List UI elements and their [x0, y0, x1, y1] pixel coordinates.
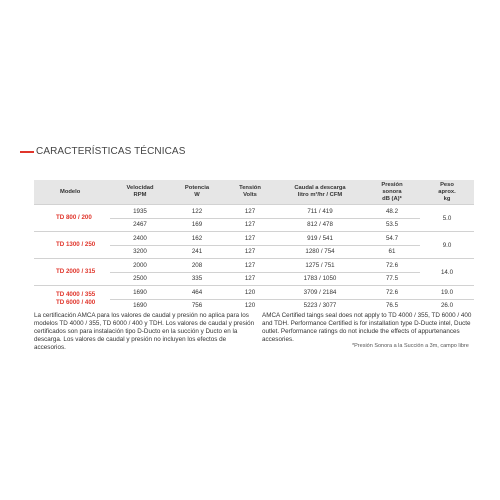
voltage-cell: 127 — [224, 232, 276, 246]
voltage-cell: 127 — [224, 218, 276, 232]
flow-cell: 711 / 419 — [276, 205, 364, 219]
weight-cell: 5.0 — [420, 205, 474, 232]
weight-cell: 14.0 — [420, 259, 474, 286]
voltage-cell: 127 — [224, 259, 276, 273]
header-model: Modelo — [34, 180, 110, 205]
sound-cell: 48.2 — [364, 205, 420, 219]
model-cell: TD 800 / 200 — [34, 205, 110, 232]
flow-cell: 1280 / 754 — [276, 245, 364, 259]
weight-cell: 26.0 — [420, 299, 474, 312]
rpm-cell: 2500 — [110, 272, 170, 286]
model-cell: TD 4000 / 355 TD 6000 / 400 — [34, 286, 110, 313]
note-english: AMCA Certified taings seal does not apply to TD 4000 / 355, TD 6000 / 400 and TDH. Performance Certified is for installation type D-Ducte intel, Ducte outlet. Performance ratings do not include the effects of appurtenances accesories. — [262, 312, 472, 343]
power-cell: 162 — [170, 232, 224, 246]
power-cell: 122 — [170, 205, 224, 219]
voltage-cell: 127 — [224, 272, 276, 286]
voltage-cell: 127 — [224, 245, 276, 259]
flow-cell: 5223 / 3077 — [276, 299, 364, 312]
power-cell: 335 — [170, 272, 224, 286]
rpm-cell: 2000 — [110, 259, 170, 273]
rpm-cell: 1690 — [110, 299, 170, 312]
sound-footnote: *Presión Sonora a la Succión a 3m, campo libre — [352, 343, 469, 349]
rpm-cell: 2467 — [110, 218, 170, 232]
weight-cell: 19.0 — [420, 286, 474, 300]
model-cell: TD 1300 / 250 — [34, 232, 110, 259]
rpm-cell: 2400 — [110, 232, 170, 246]
sound-cell: 61 — [364, 245, 420, 259]
model-cell: TD 2000 / 315 — [34, 259, 110, 286]
voltage-cell: 120 — [224, 299, 276, 312]
power-cell: 169 — [170, 218, 224, 232]
sound-cell: 54.7 — [364, 232, 420, 246]
header-voltage: Tensión Volts — [224, 180, 276, 205]
header-power: Potencia W — [170, 180, 224, 205]
voltage-cell: 120 — [224, 286, 276, 300]
table-row — [34, 259, 474, 273]
rpm-cell: 1690 — [110, 286, 170, 300]
table-row — [34, 205, 474, 219]
weight-cell: 9.0 — [420, 232, 474, 259]
sound-cell: 72.6 — [364, 259, 420, 273]
rpm-cell: 3200 — [110, 245, 170, 259]
section-heading: CARACTERÍSTICAS TÉCNICAS — [36, 146, 186, 157]
power-cell: 208 — [170, 259, 224, 273]
power-cell: 756 — [170, 299, 224, 312]
header-sound: Presión sonora dB (A)* — [364, 180, 420, 205]
table-row — [34, 286, 474, 300]
header-rpm: Velocidad RPM — [110, 180, 170, 205]
sound-cell: 53.5 — [364, 218, 420, 232]
section-heading-wrap — [20, 146, 185, 157]
flow-cell: 1275 / 751 — [276, 259, 364, 273]
header-flow: Caudal a descarga litro m³/hr / CFM — [276, 180, 364, 205]
specs-table — [34, 180, 474, 312]
specs-table-wrap — [34, 180, 474, 312]
power-cell: 241 — [170, 245, 224, 259]
note-spanish: La certificación AMCA para los valores de caudal y presión no aplica para los modelos TD 4000 / 355, TD 6000 / 400 y TDH. Los valores de caudal y presión certificados son para instalación tipo D-Ducto en la succión y Ducto en la descarga. Los valores de caudal y presión no incluyen los efectos de accesorios. — [34, 312, 255, 351]
flow-cell: 3709 / 2184 — [276, 286, 364, 300]
sound-cell: 76.5 — [364, 299, 420, 312]
power-cell: 464 — [170, 286, 224, 300]
flow-cell: 919 / 541 — [276, 232, 364, 246]
sound-cell: 77.5 — [364, 272, 420, 286]
table-header-row — [34, 180, 474, 205]
heading-accent-line — [20, 151, 34, 153]
voltage-cell: 127 — [224, 205, 276, 219]
header-weight: Peso aprox. kg — [420, 180, 474, 205]
sound-cell: 72.6 — [364, 286, 420, 300]
flow-cell: 1783 / 1050 — [276, 272, 364, 286]
table-row — [34, 232, 474, 246]
flow-cell: 812 / 478 — [276, 218, 364, 232]
rpm-cell: 1935 — [110, 205, 170, 219]
